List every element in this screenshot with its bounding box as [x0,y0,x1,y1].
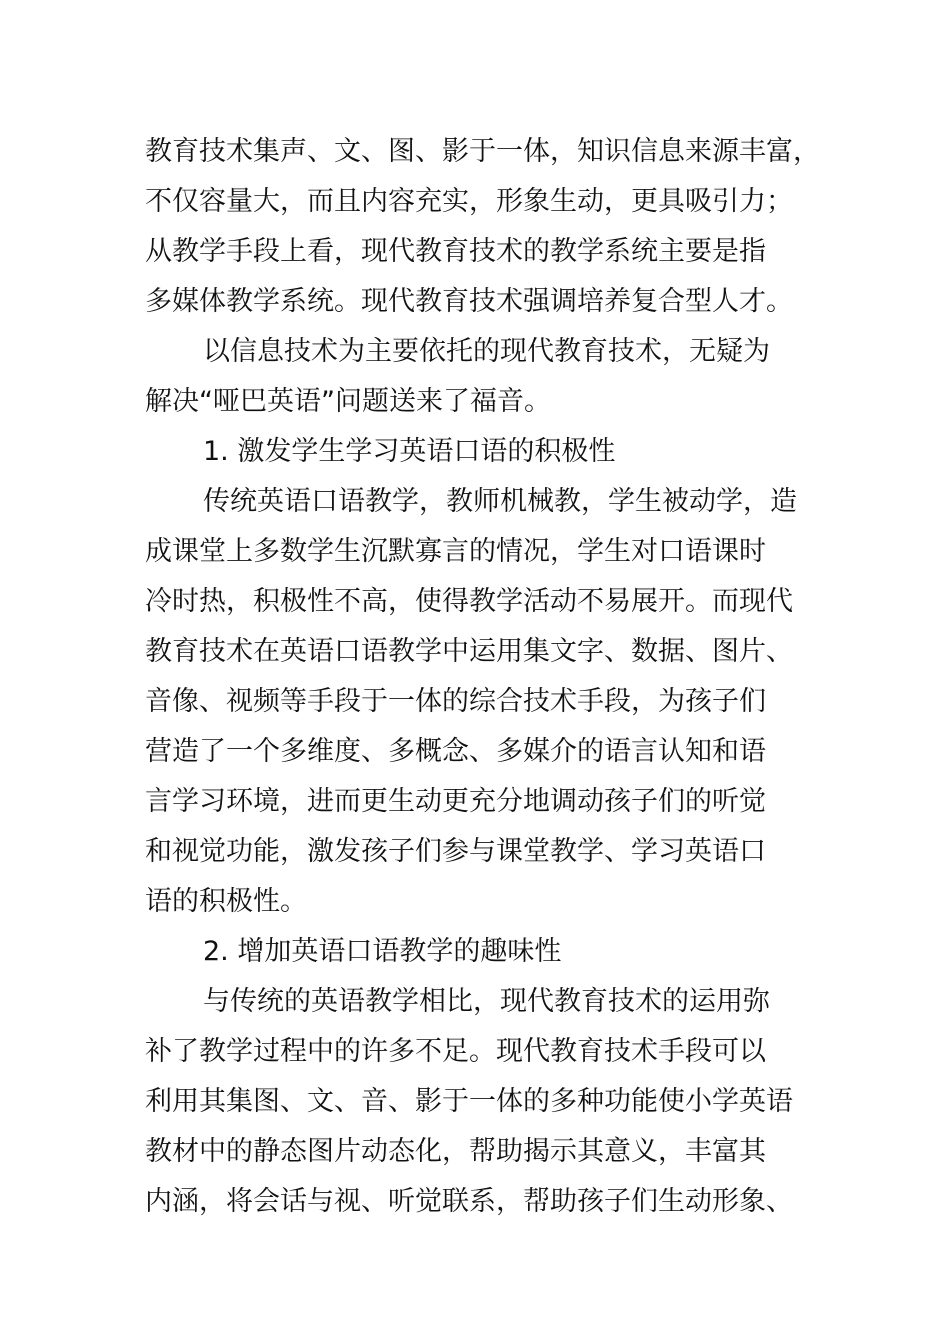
text-line: 和视觉功能，激发孩子们参与课堂教学、学习英语口 [145,836,766,867]
text-line: 教材中的静态图片动态化，帮助揭示其意义，丰富其 [145,1136,766,1167]
text-line: 冷时热，积极性不高，使得教学活动不易展开。而现代 [145,586,793,617]
text-line: 教育技术在英语口语教学中运用集文字、数据、图片、 [145,636,793,667]
paragraph-start: 以信息技术为主要依托的现代教育技术，无疑为 [203,336,770,367]
text-line: 多媒体教学系统。现代教育技术强调培养复合型人才。 [145,286,793,317]
text-line: 语的积极性。 [145,886,307,917]
text-line: 成课堂上多数学生沉默寡言的情况，学生对口语课时 [145,536,766,567]
paragraph-start: 传统英语口语教学，教师机械教，学生被动学，造 [203,486,797,517]
paragraph-start: 与传统的英语教学相比，现代教育技术的运用弥 [203,986,770,1017]
text-line: 解决“哑巴英语”问题送来了福音。 [145,386,551,417]
text-line: 教育技术集声、文、图、影于一体，知识信息来源丰富， [145,136,820,167]
text-line: 内涵，将会话与视、听觉联系，帮助孩子们生动形象、 [145,1186,793,1217]
text-line: 音像、视频等手段于一体的综合技术手段，为孩子们 [145,686,766,717]
section-heading: 1. 激发学生学习英语口语的积极性 [203,436,616,467]
text-line: 言学习环境，进而更生动更充分地调动孩子们的听觉 [145,786,766,817]
text-line: 补了教学过程中的许多不足。现代教育技术手段可以 [145,1036,766,1067]
text-line: 从教学手段上看，现代教育技术的教学系统主要是指 [145,236,766,267]
body-text [145,127,820,1227]
section-heading: 2. 增加英语口语教学的趣味性 [203,936,562,967]
text-line: 不仅容量大，而且内容充实，形象生动，更具吸引力； [145,186,793,217]
text-line: 营造了一个多维度、多概念、多媒介的语言认知和语 [145,736,766,767]
text-line: 利用其集图、文、音、影于一体的多种功能使小学英语 [145,1086,793,1117]
